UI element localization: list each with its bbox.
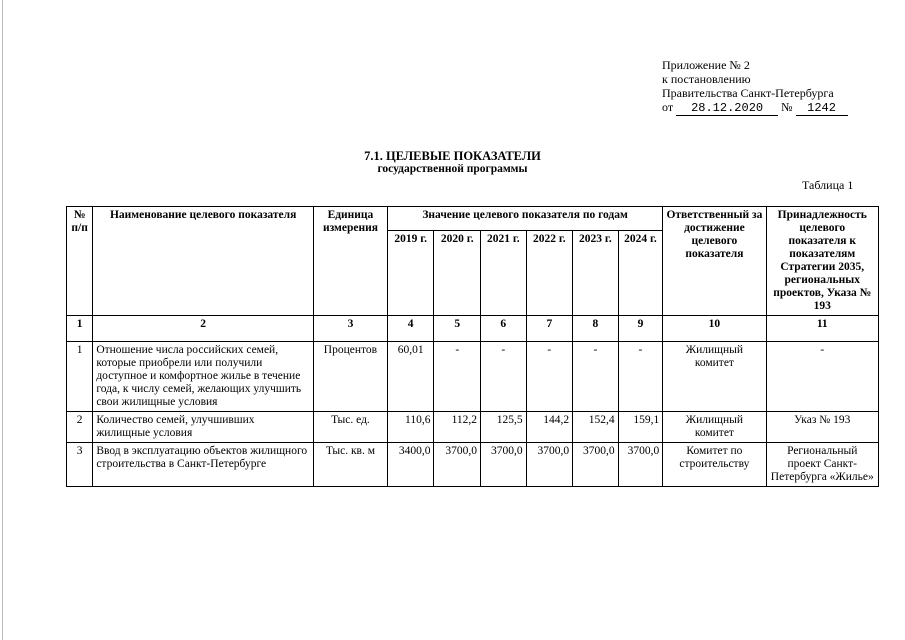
indicator-name: Ввод в эксплуатацию объектов жилищного строительства в Санкт-Петербурге — [93, 443, 314, 487]
responsible: Комитет по строительству — [663, 443, 766, 487]
column-number: 5 — [434, 316, 481, 342]
responsible: Жилищный комитет — [663, 342, 766, 412]
value-2019: 60,01 — [387, 342, 434, 412]
header-responsible: Ответственный за достижение целевого показателя — [663, 207, 766, 316]
value-2021: - — [481, 342, 527, 412]
table-row — [67, 412, 879, 443]
value-2021: 3700,0 — [481, 443, 527, 487]
belonging: - — [766, 342, 878, 412]
header-year: 2022 г. — [526, 231, 573, 316]
number-label: № — [781, 100, 793, 114]
header-unit: Единица измерения — [314, 207, 388, 316]
section-title: 7.1. ЦЕЛЕВЫЕ ПОКАЗАТЕЛИ — [364, 149, 541, 163]
responsible: Жилищный комитет — [663, 412, 766, 443]
belonging: Указ № 193 — [766, 412, 878, 443]
value-2019: 110,6 — [387, 412, 434, 443]
value-2021: 125,5 — [481, 412, 527, 443]
appendix-line-1: Приложение № 2 — [662, 58, 750, 72]
unit: Тыс. ед. — [314, 412, 388, 443]
value-2020: 3700,0 — [434, 443, 481, 487]
column-number: 6 — [481, 316, 527, 342]
header-belonging: Принадлежность целевого показателя к показателям Стратегии 2035, региональных проектов, Указа № 193 — [766, 207, 878, 316]
row-num: 3 — [67, 443, 93, 487]
table-row — [67, 443, 879, 487]
header-year: 2019 г. — [387, 231, 434, 316]
scan-edge-line — [2, 0, 3, 640]
header-year: 2020 г. — [434, 231, 481, 316]
value-2022: 3700,0 — [526, 443, 573, 487]
value-2023: - — [573, 342, 619, 412]
header-year: 2024 г. — [618, 231, 663, 316]
appendix-date-line — [662, 100, 848, 116]
appendix-line-2: к постановлению — [662, 72, 751, 86]
value-2022: 144,2 — [526, 412, 573, 443]
indicator-name: Отношение числа российских семей, которые приобрели или получили доступное и комфортное жилье в течение года, к числу семей, желающих улучшить свои жилищные условия — [93, 342, 314, 412]
header-num: № п/п — [67, 207, 93, 316]
header-year: 2021 г. — [481, 231, 527, 316]
row-num: 1 — [67, 342, 93, 412]
column-number: 9 — [618, 316, 663, 342]
unit: Процентов — [314, 342, 388, 412]
value-2019: 3400,0 — [387, 443, 434, 487]
value-2023: 3700,0 — [573, 443, 619, 487]
column-number-row — [67, 316, 879, 342]
table-label: Таблица 1 — [802, 178, 854, 192]
column-number: 11 — [766, 316, 878, 342]
column-number: 7 — [526, 316, 573, 342]
appendix-block — [662, 58, 848, 116]
column-number: 8 — [573, 316, 619, 342]
value-2024: 159,1 — [618, 412, 663, 443]
value-2023: 152,4 — [573, 412, 619, 443]
column-number: 2 — [93, 316, 314, 342]
section-subtitle: государственной программы — [377, 163, 528, 175]
header-values-group: Значение целевого показателя по годам — [387, 207, 662, 231]
header-year: 2023 г. — [573, 231, 619, 316]
value-2024: - — [618, 342, 663, 412]
value-2020: 112,2 — [434, 412, 481, 443]
header-name: Наименование целевого показателя — [93, 207, 314, 316]
unit: Тыс. кв. м — [314, 443, 388, 487]
belonging: Региональный проект Санкт-Петербурга «Жилье» — [766, 443, 878, 487]
value-2020: - — [434, 342, 481, 412]
appendix-line-3: Правительства Санкт-Петербурга — [662, 86, 834, 100]
column-number: 10 — [663, 316, 766, 342]
decree-number: 1242 — [796, 102, 848, 116]
column-number: 1 — [67, 316, 93, 342]
table-row — [67, 342, 879, 412]
header-row-1 — [67, 207, 879, 231]
row-num: 2 — [67, 412, 93, 443]
target-indicators-table — [66, 206, 879, 487]
decree-date: 28.12.2020 — [676, 102, 778, 116]
from-label: от — [662, 100, 674, 114]
column-number: 3 — [314, 316, 388, 342]
value-2024: 3700,0 — [618, 443, 663, 487]
value-2022: - — [526, 342, 573, 412]
column-number: 4 — [387, 316, 434, 342]
indicator-name: Количество семей, улучшивших жилищные условия — [93, 412, 314, 443]
